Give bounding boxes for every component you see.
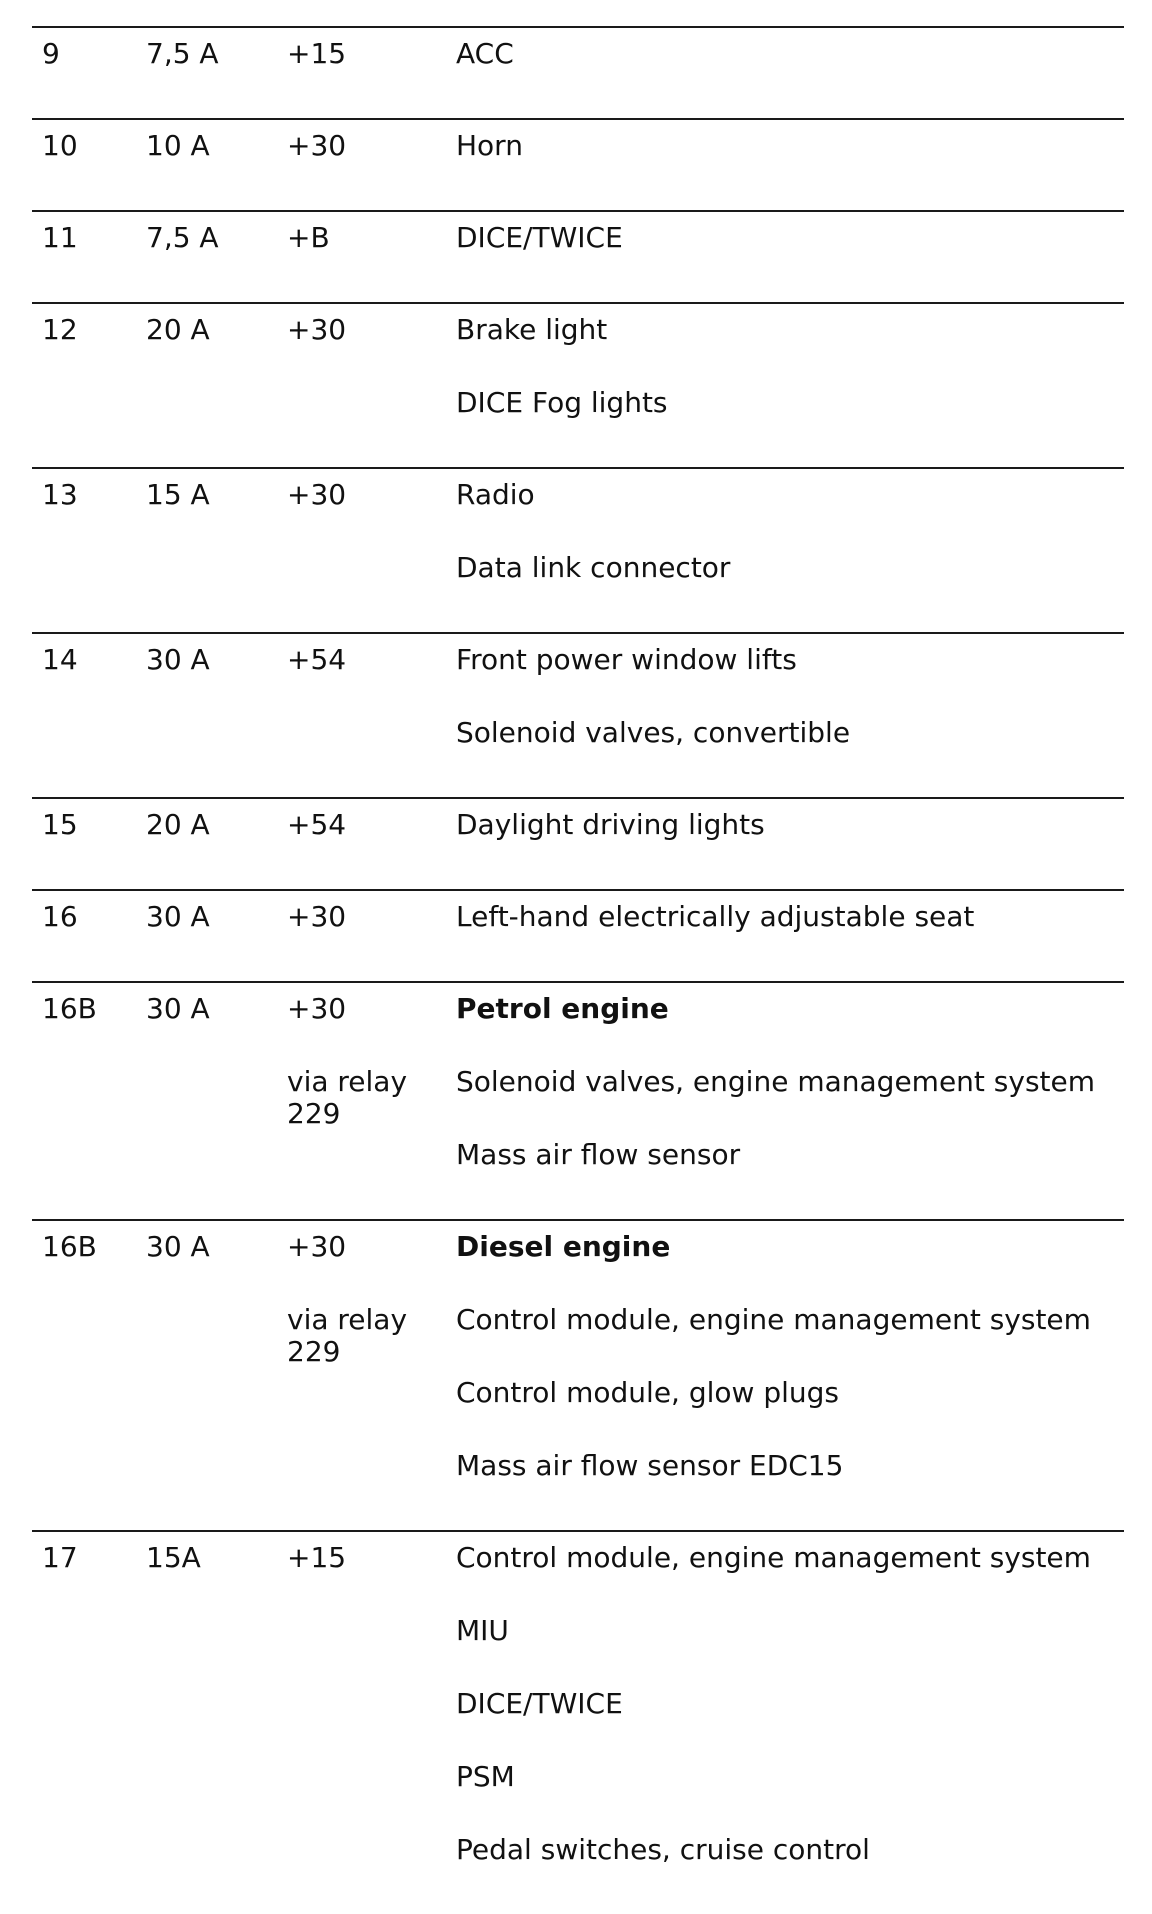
description-cell <box>456 222 623 295</box>
table-row <box>32 1530 1124 1914</box>
table-row <box>32 210 1124 302</box>
fuse-number: 13 <box>42 478 78 511</box>
terminal-value: +B <box>287 221 330 254</box>
table-row <box>32 26 1124 118</box>
fuse-number: 16 <box>42 900 78 933</box>
terminal-cell <box>287 1542 346 1574</box>
description-line: Control module, engine management system <box>456 1541 1091 1574</box>
terminal-value: +30 <box>287 900 347 933</box>
description-heading: Diesel engine <box>456 1230 671 1263</box>
terminal-value: +30 <box>287 992 347 1025</box>
terminal-note: via relay 229 <box>287 1065 408 1130</box>
fuse-table <box>32 26 1124 1914</box>
description-line: Pedal switches, cruise control <box>456 1833 870 1866</box>
description-cell <box>456 809 765 882</box>
description-line: Solenoid valves, convertible <box>456 716 851 749</box>
description-line: PSM <box>456 1760 515 1793</box>
terminal-cell <box>287 993 437 1130</box>
description-line: Control module, engine management system <box>456 1303 1091 1336</box>
description-line: DICE/TWICE <box>456 1687 623 1720</box>
description-cell <box>456 644 850 790</box>
description-line: Mass air flow sensor EDC15 <box>456 1449 844 1482</box>
description-cell <box>456 314 668 460</box>
description-line: DICE/TWICE <box>456 221 623 254</box>
terminal-note: via relay 229 <box>287 1303 408 1368</box>
fuse-rating: 7,5 A <box>146 37 219 70</box>
fuse-number: 15 <box>42 808 78 841</box>
description-line: Data link connector <box>456 551 731 584</box>
description-line: Mass air flow sensor <box>456 1138 741 1171</box>
fuse-rating: 15 A <box>146 478 210 511</box>
table-row <box>32 981 1124 1219</box>
description-line: Left-hand electrically adjustable seat <box>456 900 975 933</box>
table-row <box>32 467 1124 632</box>
terminal-cell <box>287 222 330 254</box>
fuse-rating: 30 A <box>146 900 210 933</box>
fuse-rating: 30 A <box>146 992 210 1025</box>
description-line: MIU <box>456 1614 509 1647</box>
table-row <box>32 1219 1124 1530</box>
fuse-number: 14 <box>42 643 78 676</box>
description-line: Control module, glow plugs <box>456 1376 839 1409</box>
description-cell <box>456 1231 1091 1523</box>
fuse-rating: 15A <box>146 1541 201 1574</box>
description-cell <box>456 1542 1091 1907</box>
terminal-value: +54 <box>287 643 347 676</box>
fuse-number: 16B <box>42 1230 97 1263</box>
fuse-rating: 10 A <box>146 129 210 162</box>
description-line: Brake light <box>456 313 608 346</box>
description-cell <box>456 479 730 625</box>
fuse-rating: 30 A <box>146 643 210 676</box>
table-row <box>32 889 1124 981</box>
fuse-number: 9 <box>42 37 60 70</box>
fuse-number: 10 <box>42 129 78 162</box>
fuse-rating: 20 A <box>146 808 210 841</box>
terminal-cell <box>287 644 346 676</box>
terminal-value: +30 <box>287 313 347 346</box>
fuse-rating: 20 A <box>146 313 210 346</box>
terminal-value: +54 <box>287 808 347 841</box>
terminal-cell <box>287 130 346 162</box>
description-line: Front power window lifts <box>456 643 797 676</box>
fuse-rating: 7,5 A <box>146 221 219 254</box>
fuse-rating: 30 A <box>146 1230 210 1263</box>
terminal-value: +15 <box>287 1541 347 1574</box>
description-cell <box>456 130 523 203</box>
terminal-value: +30 <box>287 478 347 511</box>
description-cell <box>456 38 514 111</box>
description-cell <box>456 993 1095 1212</box>
table-row <box>32 118 1124 210</box>
fuse-number: 16B <box>42 992 97 1025</box>
terminal-cell <box>287 1231 437 1368</box>
description-line: Solenoid valves, engine management system <box>456 1065 1096 1098</box>
fuse-number: 12 <box>42 313 78 346</box>
table-row <box>32 797 1124 889</box>
description-line: Horn <box>456 129 523 162</box>
table-row <box>32 302 1124 467</box>
description-line: Daylight driving lights <box>456 808 765 841</box>
fuse-number: 11 <box>42 221 78 254</box>
terminal-cell <box>287 479 346 511</box>
terminal-cell <box>287 901 346 933</box>
description-line: ACC <box>456 37 514 70</box>
fuse-number: 17 <box>42 1541 78 1574</box>
description-cell <box>456 901 974 974</box>
terminal-value: +30 <box>287 129 347 162</box>
terminal-cell <box>287 809 346 841</box>
description-heading: Petrol engine <box>456 992 669 1025</box>
terminal-cell <box>287 38 346 70</box>
description-line: Radio <box>456 478 535 511</box>
terminal-cell <box>287 314 346 346</box>
table-row <box>32 632 1124 797</box>
terminal-value: +15 <box>287 37 347 70</box>
description-line: DICE Fog lights <box>456 386 668 419</box>
terminal-value: +30 <box>287 1230 347 1263</box>
